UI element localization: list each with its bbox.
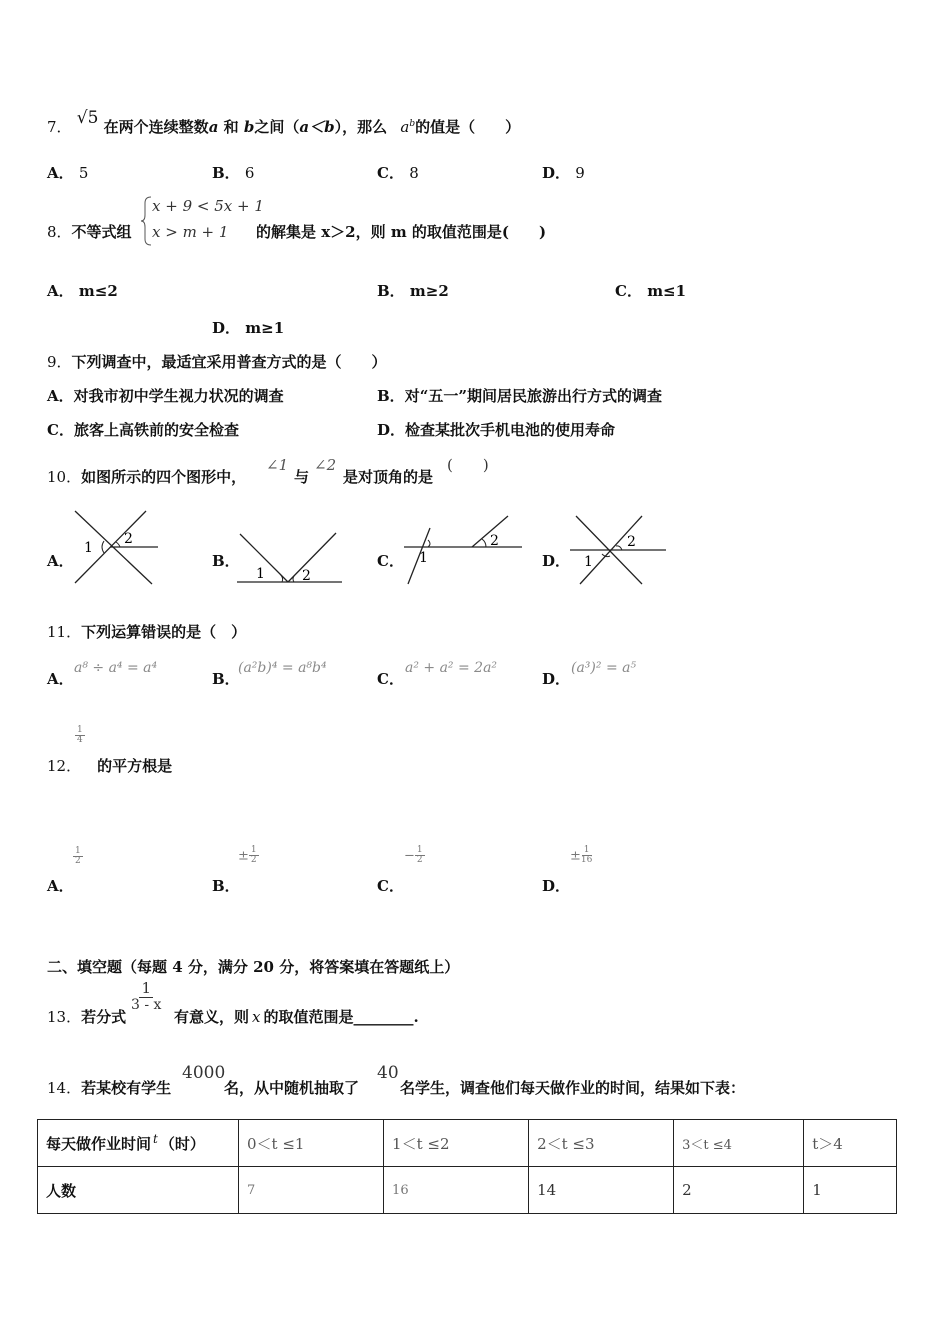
range-cell: t＞4: [804, 1120, 897, 1167]
table-row: [38, 1120, 897, 1167]
q11-option-a[interactable]: a⁸ ÷ a⁴ = a⁴: [74, 660, 158, 676]
q8-option-c[interactable]: C． m≤1: [615, 282, 687, 300]
count-cell: 7: [239, 1167, 384, 1214]
question-13: [47, 1006, 126, 1027]
question-9: [47, 351, 387, 372]
question-11: [47, 621, 246, 642]
homework-time-table: [37, 1119, 897, 1214]
q8-option-d[interactable]: D． m≥1: [212, 319, 285, 337]
question-text: 在两个连续整数: [103, 118, 209, 136]
question-13-tail: 有意义，则 x 的取值范围是________.: [174, 1008, 419, 1026]
power-exponent: b: [409, 119, 416, 129]
q7-option-b[interactable]: B． 6: [212, 164, 255, 182]
count-cell: 2: [674, 1167, 804, 1214]
q10-option-d[interactable]: D．: [542, 552, 571, 570]
q12-option-d-label[interactable]: D．: [542, 877, 571, 895]
row-label-cell: 人数: [38, 1167, 239, 1214]
q12-option-b[interactable]: ± $\frac{1}{2}$: [238, 845, 257, 866]
angle-label-1: 1: [419, 550, 428, 566]
q12-option-b-label[interactable]: B．: [212, 877, 240, 895]
q7-option-a[interactable]: A． 5: [47, 164, 89, 182]
question-8-tail: 的解集是 x＞2，则 m 的取值范围是( ): [256, 223, 547, 241]
count-cell: 16: [384, 1167, 529, 1214]
question-number: 7．: [47, 118, 72, 136]
question-text: 名，从中随机抽取了: [224, 1079, 360, 1097]
count-cell: 14: [529, 1167, 674, 1214]
question-10: [47, 466, 246, 487]
question-text: 若某校有学生: [81, 1079, 172, 1097]
q11-option-b[interactable]: (a²b)⁴ = a⁸b⁴: [238, 660, 327, 676]
q9-option-d[interactable]: D．检查某批次手机电池的使用寿命: [377, 421, 616, 439]
question-number: 10．: [47, 468, 82, 486]
var-a: a: [208, 118, 219, 136]
q12-option-c[interactable]: − $\frac{1}{2}$: [404, 845, 423, 866]
q8-option-b[interactable]: B． m≥2: [377, 282, 449, 300]
table-row: [38, 1167, 897, 1214]
question-text: 的值是（ ）: [415, 118, 521, 136]
question-text: 下列调查中，最适宜采用普查方式的是（ ）: [71, 353, 387, 371]
q8-option-a[interactable]: A． m≤2: [47, 282, 118, 300]
q12-option-a-label[interactable]: A．: [47, 877, 74, 895]
q11-option-a-label[interactable]: A．: [47, 670, 74, 688]
figure-c[interactable]: [400, 512, 530, 588]
angle-1-symbol: ∠1: [266, 456, 289, 474]
q11-option-d[interactable]: (a³)² = a⁵: [571, 660, 637, 676]
total-students: 4000: [182, 1063, 226, 1083]
question-number: 8．: [47, 223, 72, 241]
q10-option-b[interactable]: B．: [212, 552, 240, 570]
angle-label-1: 1: [84, 540, 93, 556]
question-text: 如图所示的四个图形中，: [81, 468, 247, 486]
var-b: b: [243, 118, 255, 136]
figure-b[interactable]: [234, 530, 346, 588]
range-cell: 1＜t ≤2: [384, 1120, 529, 1167]
q10-option-a[interactable]: A．: [47, 552, 74, 570]
power-base: a: [400, 118, 410, 136]
q11-option-d-label[interactable]: D．: [542, 670, 571, 688]
question-number: 9．: [47, 353, 72, 371]
q11-option-c[interactable]: a² + a² = 2a²: [405, 660, 498, 676]
question-number: 14．: [47, 1079, 82, 1097]
question-number: 11．: [47, 623, 82, 641]
q11-option-c-label[interactable]: C．: [377, 670, 404, 688]
answer-paren: ( ): [447, 456, 489, 474]
section-heading: 二、填空题（每题 4 分，满分 20 分，将答案填在答题纸上）: [47, 958, 460, 976]
q12-option-a[interactable]: $\frac{1}{2}$: [75, 845, 81, 866]
question-text: 名学生，调查他们每天做作业的时间，结果如下表：: [400, 1079, 746, 1097]
q9-option-c[interactable]: C．旅客上高铁前的安全检查: [47, 421, 239, 439]
question-text: ），那么: [334, 118, 388, 136]
question-text: 下列运算错误的是（ ）: [81, 623, 247, 641]
header-cell: 每天做作业时间 $^t$ （时）: [38, 1120, 239, 1167]
q12-option-c-label[interactable]: C．: [377, 877, 404, 895]
range-cell: 0＜t ≤1: [239, 1120, 384, 1167]
angle-label-2: 2: [627, 534, 636, 550]
inequality-2: x > m + 1: [152, 223, 229, 241]
question-14: [47, 1077, 171, 1098]
question-text: 之间（: [254, 118, 300, 136]
q11-option-b-label[interactable]: B．: [212, 670, 240, 688]
question-text: 和: [223, 118, 239, 136]
question-text: 是对顶角的是: [343, 468, 434, 486]
question-number: 13．: [47, 1008, 82, 1026]
question-12: [47, 755, 172, 776]
angle-label-1: 1: [584, 554, 593, 570]
range-cell: 2＜t ≤3: [529, 1120, 674, 1167]
question-text: 若分式: [81, 1008, 127, 1026]
angle-2-symbol: ∠2: [314, 456, 337, 474]
question-text: 的平方根是: [97, 757, 173, 775]
figure-a[interactable]: [70, 507, 162, 587]
figure-d[interactable]: [566, 512, 670, 588]
question-text: 不等式组: [71, 223, 132, 241]
question-8: [47, 221, 132, 242]
question-number: 12．: [47, 757, 82, 775]
inequality-system: [140, 195, 264, 247]
q7-option-c[interactable]: C． 8: [377, 164, 419, 182]
fraction-quarter: $\frac{1}{4}$: [77, 724, 83, 745]
angle-label-1: 1: [256, 566, 265, 582]
q12-option-d[interactable]: ± $\frac{1}{16}$: [570, 845, 593, 866]
inequality-1: x + 9 < 5x + 1: [152, 197, 264, 215]
q10-option-c[interactable]: C．: [377, 552, 404, 570]
condition: a＜b: [299, 118, 335, 136]
fraction-13: $\frac{1}{3 - x}$: [131, 979, 162, 1013]
range-cell: 3＜t ≤4: [674, 1120, 804, 1167]
angle-label-2: 2: [124, 531, 133, 547]
q9-option-a[interactable]: A．对我市初中学生视力状况的调查: [47, 387, 284, 405]
question-text: 与: [294, 468, 310, 486]
q7-option-d[interactable]: D． 9: [542, 164, 585, 182]
count-cell: 1: [804, 1167, 897, 1214]
sqrt-five: √5: [76, 108, 99, 128]
angle-label-2: 2: [490, 533, 499, 549]
q9-option-b[interactable]: B．对“五一”期间居民旅游出行方式的调查: [377, 387, 662, 405]
angle-label-2: 2: [302, 568, 311, 584]
var-x: x: [252, 1008, 261, 1026]
question-7: [47, 108, 521, 137]
sample-size: 40: [377, 1063, 399, 1083]
